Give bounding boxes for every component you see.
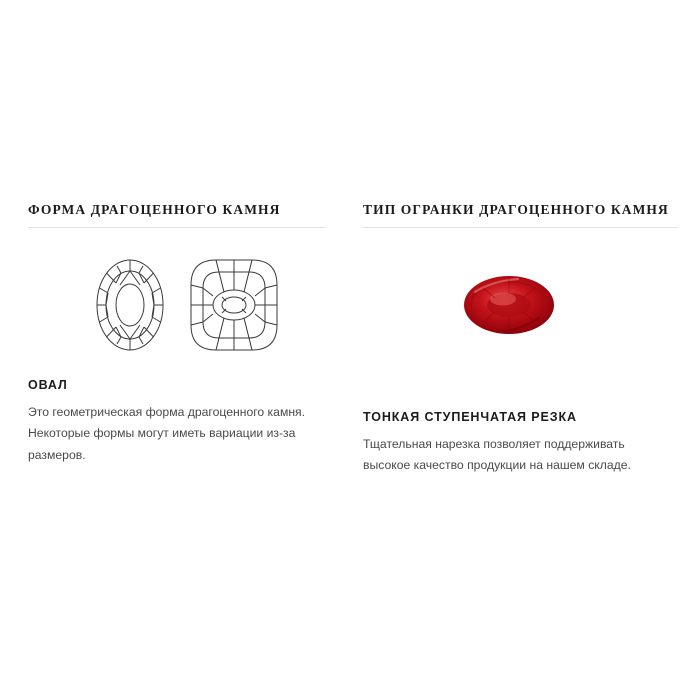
gemstone-shape-description-block <box>28 378 325 467</box>
gemstone-cut-subheading: ТОНКАЯ СТУПЕНЧАТАЯ РЕЗКА <box>363 409 577 424</box>
gemstone-shape-figure <box>28 246 325 364</box>
gemstone-cut-description-block <box>363 410 678 477</box>
gemstone-cut-description: Тщательная нарезка позволяет поддерживать высокое качество продукции на нашем складе. <box>363 436 631 473</box>
gemstone-cut-column <box>345 200 700 477</box>
oval-gem-outline-icon <box>90 255 170 355</box>
red-ruby-oval-gem-icon <box>463 272 555 338</box>
gemstone-shape-subheading: ОВАЛ <box>28 377 68 392</box>
cushion-gem-outline-icon <box>186 255 282 355</box>
gemstone-cut-figure <box>363 246 678 364</box>
gemstone-shape-column <box>0 200 345 477</box>
gemstone-shape-description: Это геометрическая форма драгоценного камня. Некоторые формы могут иметь вариации из-за размеров. <box>28 404 306 462</box>
gemstone-cut-heading: ТИП ОГРАНКИ ДРАГОЦЕННОГО КАМНЯ <box>363 202 669 217</box>
gemstone-shape-heading: ФОРМА ДРАГОЦЕННОГО КАМНЯ <box>28 202 281 217</box>
heading-divider-left <box>28 227 325 228</box>
heading-divider-right <box>363 227 678 228</box>
two-column-layout <box>0 200 700 477</box>
